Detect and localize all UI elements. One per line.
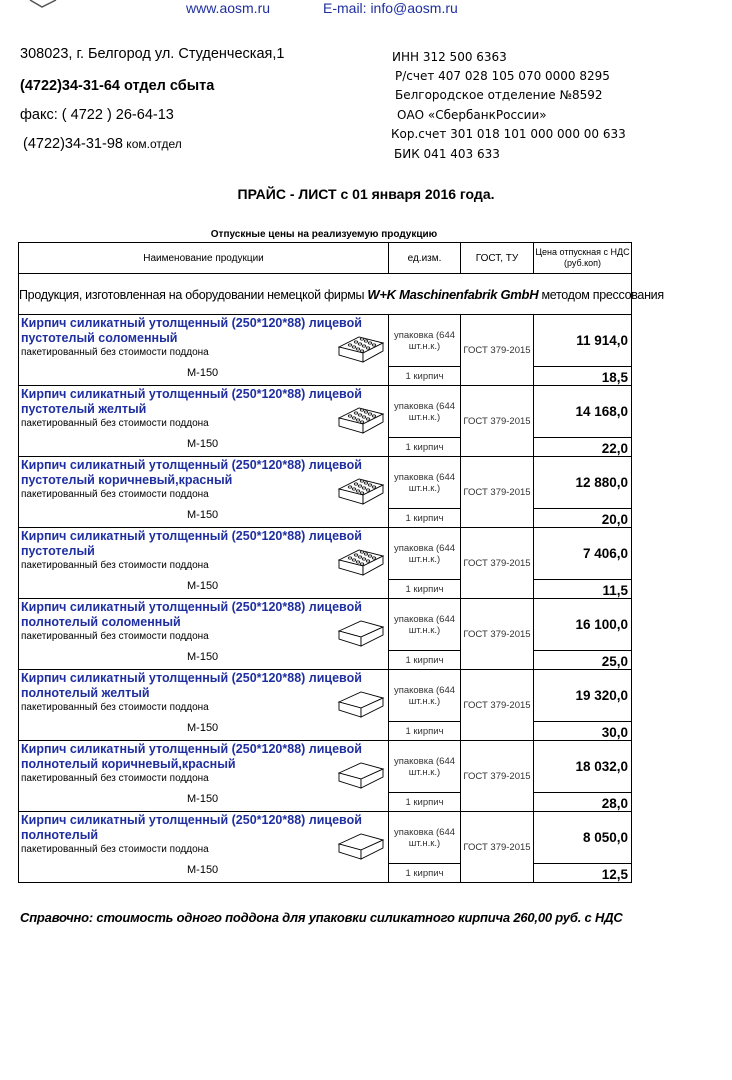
- table-header-row: [19, 243, 632, 274]
- price-pack: 12 880,0: [534, 457, 632, 509]
- product-row: [19, 741, 632, 793]
- product-name-cell: [19, 670, 389, 741]
- brick-grade: М-150: [187, 864, 219, 876]
- product-name-cell: [19, 315, 389, 386]
- col-header-unit: ед.изм.: [389, 243, 461, 274]
- banner-company: W+K Maschinenfabrik GmbH: [367, 286, 539, 302]
- product-name: [21, 387, 362, 417]
- product-name-line1: Кирпич силикатный утолщенный (250*120*88) лицевой: [21, 529, 362, 543]
- packaging-note: пакетированный без стоимости поддона: [21, 418, 209, 429]
- banner-suffix: методом прессования: [538, 287, 664, 302]
- gost-standard: ГОСТ 379-2015: [461, 528, 534, 599]
- com-phone-line: [23, 136, 182, 152]
- unit-piece: 1 кирпич: [389, 580, 461, 599]
- product-row: [19, 812, 632, 864]
- packaging-note: пакетированный без стоимости поддона: [21, 702, 209, 713]
- hollow-brick-icon: [337, 473, 385, 507]
- price-piece: 30,0: [534, 722, 632, 741]
- com-dept-label: ком.отдел: [122, 137, 182, 151]
- inn: ИНН 312 500 6363: [392, 50, 507, 64]
- unit-piece: 1 кирпич: [389, 509, 461, 528]
- col-header-gost: ГОСТ, ТУ: [461, 243, 534, 274]
- gost-standard: ГОСТ 379-2015: [461, 670, 534, 741]
- unit-piece: 1 кирпич: [389, 722, 461, 741]
- product-name-line1: Кирпич силикатный утолщенный (250*120*88) лицевой: [21, 671, 362, 685]
- packaging-note: пакетированный без стоимости поддона: [21, 773, 209, 784]
- packaging-note: пакетированный без стоимости поддона: [21, 489, 209, 500]
- product-name-cell: [19, 528, 389, 599]
- solid-brick-icon: [337, 828, 385, 862]
- product-name: [21, 316, 362, 346]
- brick-grade: М-150: [187, 580, 219, 592]
- product-name-cell: [19, 741, 389, 812]
- hollow-brick-icon: [337, 331, 385, 365]
- price-pack: 19 320,0: [534, 670, 632, 722]
- product-name-cell: [19, 386, 389, 457]
- gost-standard: ГОСТ 379-2015: [461, 315, 534, 386]
- unit-piece: 1 кирпич: [389, 864, 461, 883]
- product-name-line2: пустотелый соломенный: [21, 331, 178, 345]
- price-pack: 16 100,0: [534, 599, 632, 651]
- gost-standard: ГОСТ 379-2015: [461, 812, 534, 883]
- product-row: [19, 315, 632, 367]
- col-header-price: Цена отпускная с НДС (руб.коп): [534, 243, 632, 274]
- com-phone: (4722)34-31-98: [23, 136, 123, 152]
- hollow-brick-icon: [337, 544, 385, 578]
- product-row: [19, 599, 632, 651]
- product-name-line2: полнотелый желтый: [21, 686, 150, 700]
- product-name-line1: Кирпич силикатный утолщенный (250*120*88) лицевой: [21, 316, 362, 330]
- bank-branch: Белгородское отделение №8592: [395, 88, 603, 102]
- product-name: [21, 458, 362, 488]
- solid-brick-icon: [337, 615, 385, 649]
- price-piece: 12,5: [534, 864, 632, 883]
- unit-piece: 1 кирпич: [389, 367, 461, 386]
- product-name: [21, 600, 362, 630]
- product-name-line2: пустотелый коричневый,красный: [21, 473, 233, 487]
- manufacturer-banner-row: [19, 274, 632, 315]
- fax-number: факс: ( 4722 ) 26-64-13: [20, 107, 174, 123]
- product-name-line2: полнотелый соломенный: [21, 615, 181, 629]
- packaging-note: пакетированный без стоимости поддона: [21, 347, 209, 358]
- product-name-line1: Кирпич силикатный утолщенный (250*120*88) лицевой: [21, 387, 362, 401]
- brick-grade: М-150: [187, 509, 219, 521]
- unit-piece: 1 кирпич: [389, 651, 461, 670]
- unit-pack: упаковка (644 шт.н.к.): [389, 528, 461, 580]
- product-name-line1: Кирпич силикатный утолщенный (250*120*88) лицевой: [21, 742, 362, 756]
- company-address: 308023, г. Белгород ул. Студенческая,1: [20, 46, 285, 62]
- packaging-note: пакетированный без стоимости поддона: [21, 844, 209, 855]
- hollow-brick-icon: [337, 402, 385, 436]
- brick-grade: М-150: [187, 651, 219, 663]
- product-row: [19, 457, 632, 509]
- price-piece: 20,0: [534, 509, 632, 528]
- page-title: ПРАЙС - ЛИСТ с 01 января 2016 года.: [237, 186, 495, 202]
- product-name-line2: пустотелый: [21, 544, 95, 558]
- gost-standard: ГОСТ 379-2015: [461, 457, 534, 528]
- unit-pack: упаковка (644 шт.н.к.): [389, 812, 461, 864]
- product-name-cell: [19, 457, 389, 528]
- product-row: [19, 386, 632, 438]
- unit-pack: упаковка (644 шт.н.к.): [389, 315, 461, 367]
- brick-grade: М-150: [187, 367, 219, 379]
- gost-standard: ГОСТ 379-2015: [461, 599, 534, 670]
- solid-brick-icon: [337, 686, 385, 720]
- gost-standard: ГОСТ 379-2015: [461, 741, 534, 812]
- product-name-line2: пустотелый желтый: [21, 402, 147, 416]
- price-piece: 11,5: [534, 580, 632, 599]
- product-row: [19, 528, 632, 580]
- unit-pack: упаковка (644 шт.н.к.): [389, 741, 461, 793]
- packaging-note: пакетированный без стоимости поддона: [21, 631, 209, 642]
- col-header-name: Наименование продукции: [19, 243, 389, 274]
- product-name: [21, 671, 362, 701]
- product-name-line1: Кирпич силикатный утолщенный (250*120*88) лицевой: [21, 600, 362, 614]
- solid-brick-icon: [337, 757, 385, 791]
- brick-grade: М-150: [187, 438, 219, 450]
- sales-phone-line: [20, 78, 214, 94]
- price-piece: 22,0: [534, 438, 632, 457]
- banner-prefix: Продукция, изготовленная на оборудовании немецкой фирмы: [19, 287, 368, 302]
- sales-phone: (4722)34-31-64: [20, 78, 120, 94]
- unit-piece: 1 кирпич: [389, 438, 461, 457]
- brick-grade: М-150: [187, 793, 219, 805]
- price-piece: 25,0: [534, 651, 632, 670]
- price-pack: 7 406,0: [534, 528, 632, 580]
- price-pack: 14 168,0: [534, 386, 632, 438]
- product-name: [21, 813, 362, 843]
- corr-account: Кор.счет 301 018 101 000 000 00 633: [391, 127, 626, 141]
- price-pack: 18 032,0: [534, 741, 632, 793]
- bank-account: Р/счет 407 028 105 070 0000 8295: [395, 69, 610, 83]
- unit-pack: упаковка (644 шт.н.к.): [389, 457, 461, 509]
- gost-standard: ГОСТ 379-2015: [461, 386, 534, 457]
- product-name-cell: [19, 812, 389, 883]
- pallet-note: Справочно: стоимость одного поддона для упаковки силикатного кирпича 260,00 руб. с НДС: [20, 910, 623, 925]
- packaging-note: пакетированный без стоимости поддона: [21, 560, 209, 571]
- price-pack: 8 050,0: [534, 812, 632, 864]
- price-piece: 28,0: [534, 793, 632, 812]
- table-subtitle: Отпускные цены на реализуемую продукцию: [210, 229, 438, 240]
- logo-fragment: [28, 0, 58, 8]
- product-name-line1: Кирпич силикатный утолщенный (250*120*88) лицевой: [21, 813, 362, 827]
- email-link[interactable]: E-mail: info@aosm.ru: [323, 0, 458, 16]
- unit-pack: упаковка (644 шт.н.к.): [389, 670, 461, 722]
- product-name: [21, 529, 362, 559]
- sales-dept-label: отдел сбыта: [119, 78, 215, 94]
- unit-piece: 1 кирпич: [389, 793, 461, 812]
- price-pack: 11 914,0: [534, 315, 632, 367]
- unit-pack: упаковка (644 шт.н.к.): [389, 386, 461, 438]
- product-name-line1: Кирпич силикатный утолщенный (250*120*88) лицевой: [21, 458, 362, 472]
- manufacturer-banner: [19, 274, 664, 315]
- price-piece: 18,5: [534, 367, 632, 386]
- product-name-line2: полнотелый коричневый,красный: [21, 757, 236, 771]
- product-name-cell: [19, 599, 389, 670]
- price-table: [18, 242, 664, 883]
- product-name: [21, 742, 362, 772]
- product-name-line2: полнотелый: [21, 828, 99, 842]
- brick-grade: М-150: [187, 722, 219, 734]
- bik: БИК 041 403 633: [394, 147, 500, 161]
- unit-pack: упаковка (644 шт.н.к.): [389, 599, 461, 651]
- website-link[interactable]: www.aosm.ru: [186, 0, 271, 16]
- product-row: [19, 670, 632, 722]
- bank-name: ОАО «СбербанкРоссии»: [397, 108, 547, 122]
